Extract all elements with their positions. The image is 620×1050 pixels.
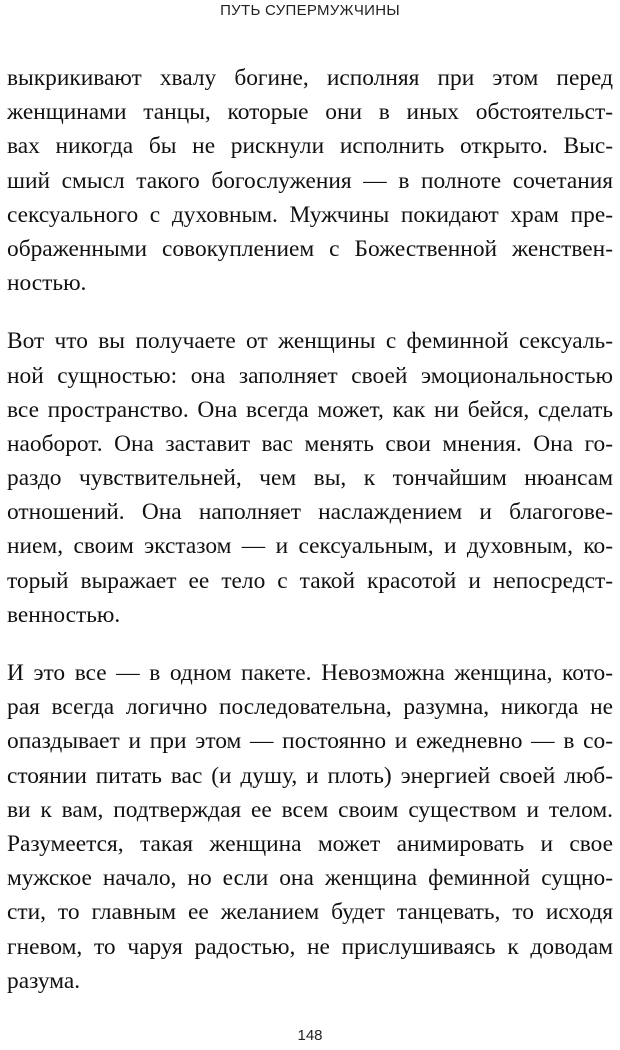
text-line: сексуального с духовным. Мужчины покидают храм пре-: [7, 201, 613, 228]
text-line: И это все — в одном пакете. Невозможна женщина, кото-: [7, 660, 613, 686]
text-line: сти, то главным ее желанием будет танцевать, то исходя: [7, 899, 613, 926]
paragraph-1: [7, 61, 613, 300]
text-line: женщинами танцы, которые они в иных обстоятельст-: [7, 99, 613, 126]
text-line: ной сущностью: она заполняет своей эмоциональностью: [7, 362, 613, 389]
text-line: Вот что вы получаете от женщины с феминной сексуаль-: [7, 328, 613, 355]
text-line: ви к вам, подтверждая ее всем своим существом и телом.: [7, 796, 613, 823]
text-line: нием, своим экстазом — и сексуальным, и духовным, ко-: [7, 533, 613, 560]
paragraph-3: [7, 656, 613, 998]
text-line: разума.: [7, 967, 81, 994]
text-line: ностью.: [7, 270, 87, 297]
text-line: ображенными совокуплением с Божественной женствен-: [7, 235, 613, 262]
page-number: 148: [297, 1027, 323, 1044]
body-text: [7, 61, 613, 1022]
running-header: ПУТЬ СУПЕРМУЖЧИНЫ: [220, 2, 400, 19]
text-line: ший смысл такого богослужения — в полноте сочетания: [7, 167, 613, 194]
text-line: вах никогда бы не рискнули исполнить открыто. Выс-: [7, 133, 613, 160]
text-line: венностью.: [7, 601, 121, 628]
text-line: гневом, то чаруя радостью, не прислушиваясь к доводам: [7, 933, 613, 960]
text-line: мужское начало, но если она женщина феминной сущно-: [7, 865, 613, 892]
text-line: раздо чувствительней, чем вы, к тончайшим нюансам: [7, 465, 613, 492]
text-line: стоянии питать вас (и душу, и плоть) энергией своей люб-: [7, 762, 613, 789]
paragraph-2: [7, 324, 613, 632]
text-line: наоборот. Она заставит вас менять свои мнения. Она го-: [7, 430, 613, 457]
text-line: рая всегда логично последовательна, разумна, никогда не: [7, 694, 613, 721]
text-line: все пространство. Она всегда может, как ни бейся, сделать: [7, 396, 613, 423]
text-line: Разумеется, такая женщина может анимировать и свое: [7, 830, 613, 857]
text-line: торый выражает ее тело с такой красотой и непосредст-: [7, 567, 613, 594]
text-line: опаздывает и при этом — постоянно и ежедневно — в со-: [7, 728, 613, 755]
text-line: отношений. Она наполняет наслаждением и благогове-: [7, 499, 613, 526]
text-line: выкрикивают хвалу богине, исполняя при этом перед: [7, 65, 613, 91]
